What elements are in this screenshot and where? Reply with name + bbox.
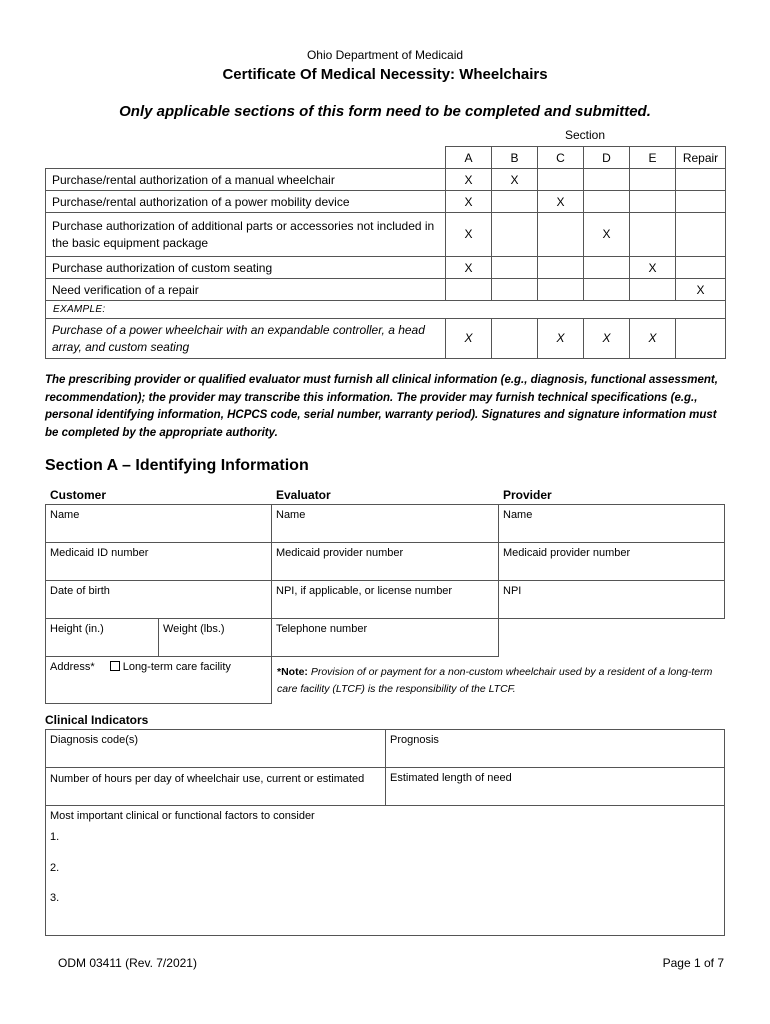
diagnosis-field[interactable]: [45, 729, 386, 768]
row-label: Purchase/rental authorization of a power mobility device: [46, 191, 446, 213]
evaluator-provider-number-label: Medicaid provider number: [276, 547, 404, 559]
table-row: [46, 279, 726, 301]
col-header-b: B: [492, 147, 538, 169]
example-row-label: Purchase of a power wheelchair with an expandable controller, a head array, and custom seating: [46, 319, 446, 359]
customer-name-label: Name: [50, 509, 80, 521]
example-row: [46, 319, 726, 359]
factor-item-2: 2.: [50, 861, 60, 874]
customer-height-label: Height (in.): [50, 623, 104, 635]
ltcf-checkbox[interactable]: [110, 661, 120, 671]
customer-weight-field[interactable]: [158, 618, 272, 657]
table-row: [46, 191, 726, 213]
factor-item-1: 1.: [50, 831, 60, 843]
col-header-repair: Repair: [676, 147, 726, 169]
row-mark: X: [630, 257, 676, 279]
row-mark: [584, 257, 630, 279]
table-row: [46, 169, 726, 191]
form-subtitle: Only applicable sections of this form need to be completed and submitted.: [119, 103, 651, 120]
customer-heading: Customer: [50, 488, 107, 502]
row-mark: [584, 169, 630, 191]
ltcf-checkbox-wrap[interactable]: [110, 661, 231, 673]
row-mark: [538, 257, 584, 279]
example-mark: X: [446, 319, 492, 359]
factor-item-3: 3.: [50, 892, 60, 904]
clinical-factors-label: Most important clinical or functional factors to consider: [50, 810, 315, 822]
row-mark: [630, 279, 676, 301]
agency-name: Ohio Department of Medicaid: [306, 48, 464, 62]
col-header-e: E: [630, 147, 676, 169]
example-mark: X: [538, 319, 584, 359]
evaluator-phone-label: Telephone number: [276, 623, 368, 635]
example-mark: X: [630, 319, 676, 359]
row-mark: X: [584, 213, 630, 257]
note-label: *Note:: [277, 666, 308, 678]
row-mark: [630, 169, 676, 191]
customer-medicaid-id-field[interactable]: [45, 542, 272, 581]
length-of-need-field[interactable]: [385, 767, 725, 806]
row-mark: X: [538, 191, 584, 213]
example-mark: X: [584, 319, 630, 359]
row-mark: [676, 213, 726, 257]
row-mark: [538, 279, 584, 301]
example-label: EXAMPLE:: [46, 301, 446, 319]
evaluator-name-label: Name: [276, 509, 306, 521]
row-mark: X: [446, 257, 492, 279]
ltcf-label: Long-term care facility: [122, 661, 231, 673]
provider-heading: Provider: [503, 488, 552, 502]
example-mark: [492, 319, 538, 359]
customer-dob-field[interactable]: [45, 580, 272, 619]
row-label: Purchase authorization of custom seating: [46, 257, 446, 279]
row-label: Purchase/rental authorization of a manual wheelchair: [46, 169, 446, 191]
provider-npi-field[interactable]: [498, 580, 725, 619]
length-of-need-label: Estimated length of need: [390, 772, 512, 784]
row-mark: [492, 279, 538, 301]
row-label: Purchase authorization of additional parts or accessories not included in the basic equipment package: [46, 213, 446, 257]
note-text: Provision of or payment for a non-custom wheelchair used by a resident of a long-term care facility (LTCF) is the responsibility of the LTCF.: [277, 666, 713, 695]
provider-name-field[interactable]: [498, 504, 725, 543]
row-mark: [630, 191, 676, 213]
provider-npi-label: NPI: [503, 585, 522, 597]
provider-number-field[interactable]: [498, 542, 725, 581]
col-header-d: D: [584, 147, 630, 169]
evaluator-provider-number-field[interactable]: [271, 542, 499, 581]
row-label: Need verification of a repair: [46, 279, 446, 301]
evaluator-phone-field[interactable]: [271, 618, 499, 657]
form-id: ODM 03411 (Rev. 7/2021): [58, 956, 197, 970]
row-mark: X: [446, 169, 492, 191]
col-header-a: A: [446, 147, 492, 169]
row-mark: [676, 191, 726, 213]
row-mark: [584, 279, 630, 301]
row-mark: X: [676, 279, 726, 301]
provider-name-label: Name: [503, 509, 533, 521]
row-mark: [538, 213, 584, 257]
section-a-heading: Section A – Identifying Information: [45, 457, 309, 474]
row-mark: [676, 257, 726, 279]
form-title: Certificate Of Medical Necessity: Wheelchairs: [222, 66, 548, 83]
prognosis-label: Prognosis: [390, 734, 439, 746]
instructions-paragraph: The prescribing provider or qualified evaluator must furnish all clinical information (e.g., diagnosis, functional assessment, recommendation); the provider may transcribe this information. The provider may furnish technical specifications (e.g., personal identifying information, HCPCS code, serial number, warranty period). Signatures and signature information must be completed by the appropriate authority.: [45, 374, 718, 439]
customer-name-field[interactable]: [45, 504, 272, 543]
customer-height-field[interactable]: [45, 618, 159, 657]
row-mark: X: [446, 213, 492, 257]
col-header-c: C: [538, 147, 584, 169]
prognosis-field[interactable]: [385, 729, 725, 768]
row-mark: [584, 191, 630, 213]
row-mark: [492, 257, 538, 279]
row-mark: [630, 213, 676, 257]
customer-medicaid-id-label: Medicaid ID number: [50, 547, 149, 559]
ltcf-note: [277, 664, 722, 698]
example-mark: [676, 319, 726, 359]
row-mark: [538, 169, 584, 191]
table-row: [46, 213, 726, 257]
clinical-indicators-heading: Clinical Indicators: [45, 713, 149, 727]
evaluator-npi-label: NPI, if applicable, or license number: [276, 585, 453, 597]
row-mark: [446, 279, 492, 301]
clinical-factors-field[interactable]: [45, 805, 725, 936]
page-number: Page 1 of 7: [662, 956, 724, 970]
row-mark: X: [492, 169, 538, 191]
table-row: [46, 257, 726, 279]
evaluator-npi-field[interactable]: [271, 580, 499, 619]
customer-address-label: Address*: [50, 661, 95, 673]
row-mark: [492, 191, 538, 213]
row-mark: X: [446, 191, 492, 213]
section-label: Section: [564, 128, 606, 142]
sections-table: [45, 146, 726, 359]
evaluator-name-field[interactable]: [271, 504, 499, 543]
evaluator-heading: Evaluator: [276, 488, 331, 502]
hours-label: Number of hours per day of wheelchair use, current or estimated: [50, 773, 365, 785]
row-mark: [676, 169, 726, 191]
customer-weight-label: Weight (lbs.): [163, 623, 225, 635]
customer-dob-label: Date of birth: [50, 585, 110, 597]
diagnosis-label: Diagnosis code(s): [50, 734, 139, 746]
row-mark: [492, 213, 538, 257]
provider-number-label: Medicaid provider number: [503, 547, 631, 559]
customer-address-field[interactable]: [45, 656, 272, 704]
hours-field[interactable]: [45, 767, 386, 806]
